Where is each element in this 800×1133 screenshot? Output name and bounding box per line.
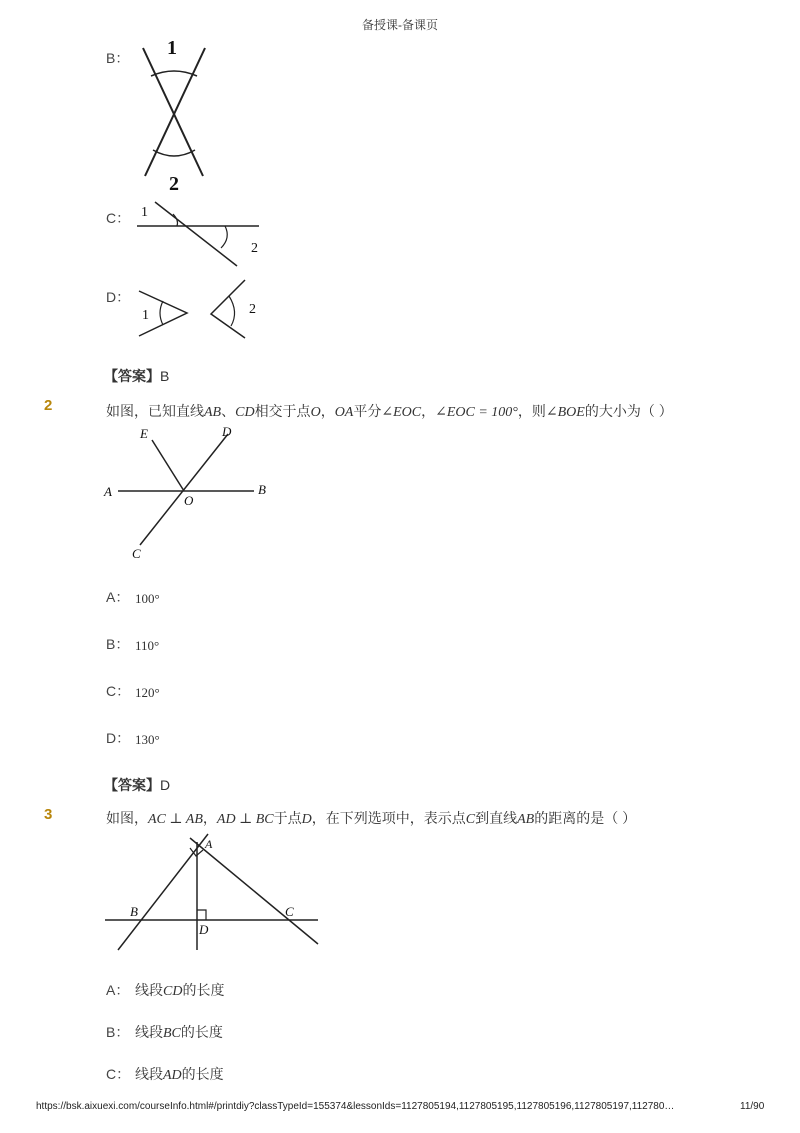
q1-answer-value: B (160, 368, 170, 384)
q1d-mark-2: 2 (249, 302, 256, 317)
q2-line-cd (140, 434, 228, 545)
q3-text-9: AB (517, 812, 535, 827)
q2-option-a-label: A： (106, 589, 130, 605)
q1d-arc-2 (229, 296, 235, 326)
q1d-angle-2 (211, 280, 245, 338)
q3-right-angle-d (197, 910, 206, 920)
q3-label-b: B (130, 904, 138, 919)
q3-line-ab (118, 834, 208, 950)
q3-label-c: C (285, 904, 294, 919)
q3-text-1: AC ⊥ AB (148, 812, 203, 827)
q2-text-7: OA (334, 405, 354, 420)
q3-option-a-seg: CD (163, 984, 183, 999)
q2-answer-value: D (160, 777, 171, 793)
q2-option-b-value: 110° (135, 638, 160, 653)
q3-question-text (106, 808, 636, 828)
q2-question-text (106, 401, 673, 421)
q1-answer (104, 366, 169, 386)
q1-answer-tag: 【答案】 (104, 368, 160, 384)
q2-option-c-value: 120° (135, 685, 160, 700)
q2-label-e: E (140, 426, 148, 441)
q3-option-a-label: A： (106, 982, 130, 998)
q1b-line-2 (145, 48, 205, 176)
q2-answer (104, 775, 170, 795)
page-header-title: 备授课-备课页 (362, 18, 438, 32)
q1-option-d-figure (135, 276, 265, 346)
q2-option-d-label: D： (106, 730, 131, 746)
q3-text-10: 的距离的是（ ） (534, 810, 637, 826)
q1b-arc-bottom (153, 150, 195, 156)
q1b-mark-2: 2 (169, 173, 179, 195)
q1c-mark-2: 2 (251, 241, 258, 256)
footer-url[interactable]: https://bsk.aixuexi.com/courseInfo.html#/printdiy?classTypeId=155374&lessonIds=1127805194,1127805195,1127805196,1127805197,112780… (36, 1101, 675, 1112)
q2-text-10: ， (421, 403, 436, 419)
q3-text-7: C (465, 812, 476, 827)
q2-text-3: CD (235, 405, 255, 420)
q2-label-a: A (104, 484, 112, 499)
q2-label-o: O (184, 493, 194, 508)
q1-option-b-figure (135, 36, 225, 196)
q3-option-b-label: B： (106, 1024, 130, 1040)
q3-text-4: 于点 (273, 810, 302, 826)
q3-option-c-pre: 线段 (135, 1066, 163, 1082)
q1-option-b-label: B： (106, 50, 130, 66)
q1b-mark-1: 1 (167, 37, 177, 59)
q3-option-b-post: 的长度 (180, 1024, 223, 1040)
q2-text-4: 相交于点 (254, 403, 311, 419)
q2-text-14: 的大小为（ ） (584, 403, 673, 419)
q3-option-a-text (135, 980, 224, 1000)
q2-text-12: ，则 (517, 403, 546, 419)
q3-option-b-seg: BC (163, 1026, 181, 1041)
q1c-arc-2 (221, 226, 227, 248)
q2-option-d-value: 130° (135, 732, 160, 747)
q1-option-c-figure (135, 196, 265, 271)
q1d-mark-1: 1 (142, 308, 149, 323)
q2-text-1: AB (204, 405, 222, 420)
q2-number: 2 (44, 397, 53, 414)
q2-text-2: 、 (221, 403, 236, 419)
q3-text-6: ，在下列选项中，表示点 (311, 810, 466, 826)
q2-option-c-label: C： (106, 683, 131, 699)
q1-option-d-label: D： (106, 289, 131, 305)
q2-figure (100, 422, 275, 562)
q3-text-5: D (301, 812, 312, 827)
q2-text-6: ， (320, 403, 335, 419)
q2-text-0: 如图，已知直线 (106, 403, 204, 419)
q2-option-a-value: 100° (135, 591, 160, 606)
q1-option-c-label: C： (106, 210, 131, 226)
q3-option-c-seg: AD (163, 1068, 182, 1083)
q3-option-c-label: C： (106, 1066, 131, 1082)
q2-text-9: ∠EOC (381, 405, 422, 420)
q1c-transversal (155, 202, 237, 266)
q3-text-0: 如图， (106, 810, 148, 826)
q3-option-b-text (135, 1022, 223, 1042)
q3-number: 3 (44, 806, 53, 823)
q2-text-8: 平分 (353, 403, 382, 419)
q1c-mark-1: 1 (141, 205, 148, 220)
q3-text-3: AD ⊥ BC (216, 812, 274, 827)
footer-page-number: 11/90 (740, 1101, 765, 1112)
q1d-arc-1 (160, 301, 163, 325)
q2-label-b: B (258, 482, 266, 497)
q2-text-5: O (310, 405, 321, 420)
q3-text-2: ， (202, 810, 217, 826)
q3-line-ac (190, 838, 318, 944)
q2-text-11: ∠EOC = 100° (435, 405, 518, 420)
q2-label-c: C (132, 546, 141, 561)
q3-option-c-post: 的长度 (181, 1066, 224, 1082)
q1b-line-1 (143, 48, 203, 176)
q3-option-b-pre: 线段 (135, 1024, 163, 1040)
q2-label-d: D (222, 424, 232, 439)
q2-ray-oe (152, 440, 184, 491)
q3-option-c-text (135, 1064, 224, 1084)
q3-option-a-pre: 线段 (135, 982, 163, 998)
q3-text-8: 到直线 (475, 810, 518, 826)
q3-label-a: A (205, 837, 213, 851)
q2-text-13: ∠BOE (545, 405, 585, 420)
q3-option-a-post: 的长度 (182, 982, 225, 998)
q2-answer-tag: 【答案】 (104, 777, 160, 793)
q1b-arc-top (151, 71, 197, 76)
q2-option-b-label: B： (106, 636, 130, 652)
q3-figure (100, 830, 325, 955)
q3-label-d: D (199, 922, 209, 937)
